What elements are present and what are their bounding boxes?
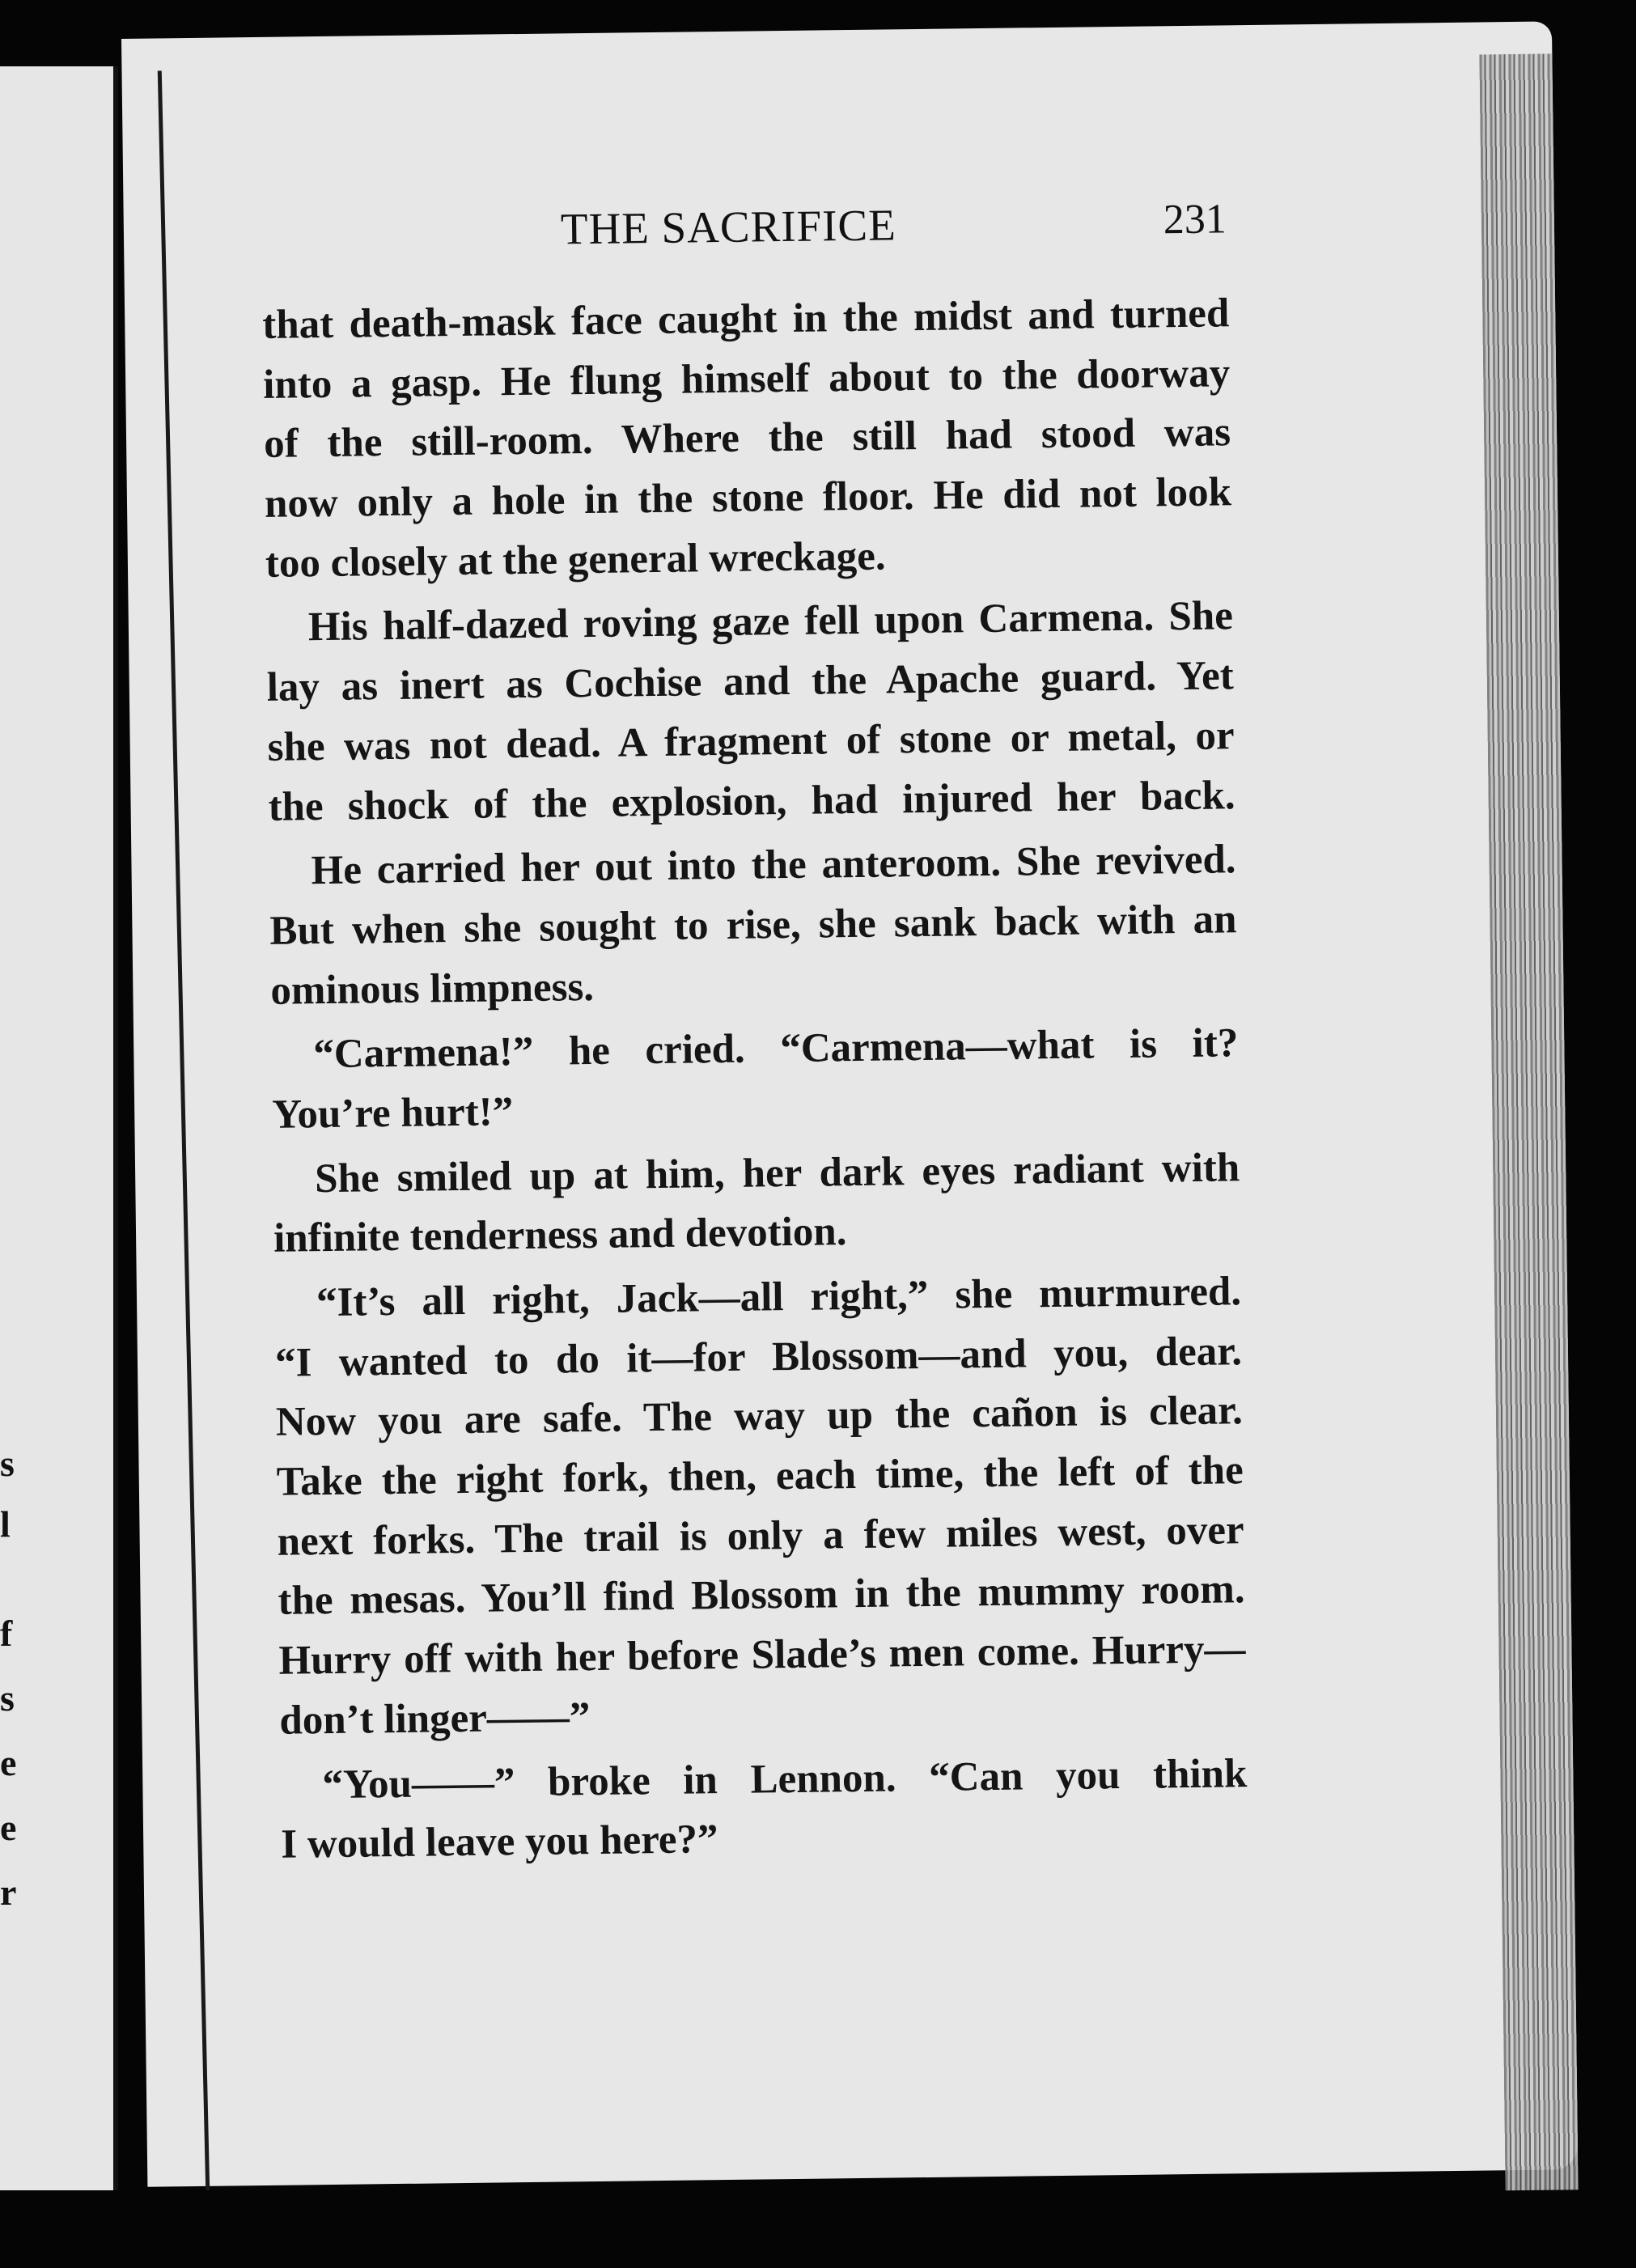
- text-line: the mesas. You’ll find Blossom in the mummy room.: [278, 1566, 1245, 1625]
- facing-page-fragment: l: [0, 1503, 11, 1545]
- text-line: she was not dead. A fragment of stone or metal, or: [267, 713, 1235, 770]
- facing-page-fragment: r: [0, 1872, 17, 1913]
- page-header: [561, 194, 1290, 268]
- text-line: Hurry off with her before Slade’s men come. Hurry—: [278, 1626, 1246, 1684]
- text-line: next forks. The trail is only a few miles west, over: [277, 1507, 1244, 1565]
- running-head: THE SACRIFICE: [560, 200, 897, 254]
- text-line: into a gasp. He flung himself about to the doorway: [262, 350, 1231, 408]
- page-number: 231: [1163, 196, 1227, 244]
- text-line: ominous limpness.: [270, 964, 595, 1014]
- text-line: too closely at the general wreckage.: [265, 533, 886, 587]
- text-line: But when she sought to rise, she sank back with an: [269, 897, 1237, 954]
- text-line: I would leave you here?”: [280, 1817, 718, 1867]
- text-line: that death-mask face caught in the midst and turned: [261, 290, 1230, 348]
- facing-page-edge: [0, 66, 118, 2190]
- text-line: Now you are safe. The way up the cañon is clear.: [275, 1388, 1244, 1446]
- text-line: the shock of the explosion, had injured her back.: [268, 772, 1235, 830]
- facing-page-fragment: s: [0, 1443, 15, 1484]
- text-line: lay as inert as Cochise and the Apache guard. Yet: [266, 653, 1235, 710]
- facing-page-fragment: s: [0, 1677, 15, 1719]
- text-line: “It’s all right, Jack—all right,” she murmured.: [316, 1269, 1242, 1326]
- text-line: Take the right fork, then, each time, the left of the: [276, 1448, 1244, 1505]
- text-line: She smiled up at him, her dark eyes radiant with: [314, 1144, 1240, 1202]
- text-line: He carried her out into the anteroom. She revived.: [311, 837, 1236, 894]
- facing-page-fragment: f: [0, 1613, 13, 1654]
- facing-page-fragment: e: [0, 1742, 17, 1783]
- text-line: don’t linger——”: [279, 1694, 591, 1744]
- text-line: You’re hurt!”: [271, 1089, 514, 1138]
- text-line: infinite tenderness and devotion.: [273, 1209, 847, 1262]
- book-page: [121, 21, 1578, 2186]
- text-line: “Carmena!” he cried. “Carmena—what is it?: [313, 1020, 1239, 1078]
- facing-page-fragment: e: [0, 1807, 17, 1848]
- page-gutter: [158, 70, 210, 2190]
- text-line: “I wanted to do it—for Blossom—and you, dear.: [274, 1328, 1243, 1386]
- text-line: of the still-room. Where the still had stood was: [263, 409, 1231, 468]
- text-line: now only a hole in the stone floor. He did not look: [264, 469, 1232, 527]
- text-line: “You——” broke in Lennon. “Can you think: [322, 1750, 1248, 1808]
- body-text: [262, 284, 1248, 1875]
- page-stack-edge: [1479, 53, 1578, 2190]
- text-line: His half-dazed roving gaze fell upon Carmena. She: [307, 593, 1234, 651]
